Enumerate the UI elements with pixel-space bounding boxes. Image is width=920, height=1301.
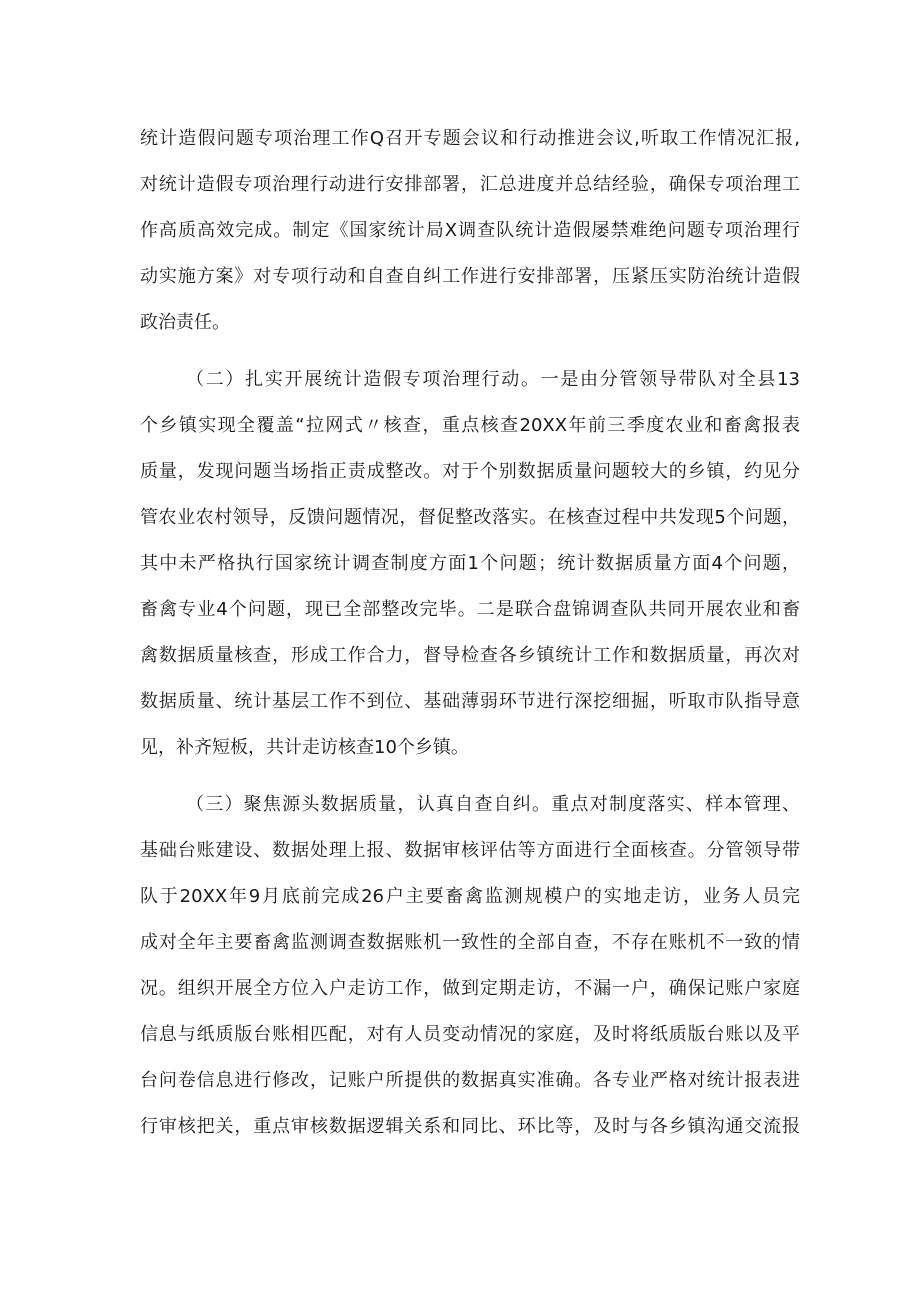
text-line: 基础台账建设、数据处理上报、数据审核评估等方面进行全面核查。分管领导带 [140, 840, 800, 861]
text-line: 作高质高效完成。制定《国家统计局X调查队统计造假屡禁难绝问题专项治理行 [140, 220, 800, 241]
text-line: 数据质量、统计基层工作不到位、基础薄弱环节进行深挖细掘，听取市队指导意 [140, 691, 800, 712]
text-line: 成对全年主要畜禽监测调查数据账机一致性的全部自查，不存在账机不一致的情 [140, 932, 800, 953]
text-line: 禽数据质量核查，形成工作合力，督导检查各乡镇统计工作和数据质量，再次对 [140, 645, 800, 666]
text-line: 队于20XX年9月底前完成26户主要畜禽监测规模户的实地走访，业务人员完 [140, 886, 800, 907]
text-line: 畜禽专业4个问题，现已全部整改完毕。二是联合盘锦调查队共同开展农业和畜 [140, 599, 800, 620]
text-line: 管农业农村领导，反馈问题情况，督促整改落实。在核查过程中共发现5个问题， [140, 507, 800, 528]
text-line: （二）扎实开展统计造假专项治理行动。一是由分管领导带队对全县13 [186, 369, 800, 390]
text-line: 见，补齐短板，共计走访核查10个乡镇。 [140, 737, 469, 758]
text-line: 台问卷信息进行修改，记账户所提供的数据真实准确。各专业严格对统计报表进 [140, 1070, 800, 1091]
text-line: 况。组织开展全方位入户走访工作，做到定期走访，不漏一户，确保记账户家庭 [140, 978, 800, 999]
text-line: （三）聚焦源头数据质量，认真自查自纠。重点对制度落实、样本管理、 [186, 794, 800, 815]
text-line: 个乡镇实现全覆盖“拉网式〃核查，重点核查20XX年前三季度农业和畜禽报表 [140, 415, 800, 436]
text-line: 信息与纸质版台账相匹配，对有人员变动情况的家庭，及时将纸质版台账以及平 [140, 1024, 800, 1045]
text-line: 对统计造假专项治理行动进行安排部署，汇总进度并总结经验，确保专项治理工 [140, 174, 800, 195]
text-line: 统计造假问题专项治理工作Q召开专题会议和行动推进会议,听取工作情况汇报, [140, 128, 800, 149]
text-line: 动实施方案》对专项行动和自查自纠工作进行安排部署，压紧压实防治统计造假 [140, 266, 800, 287]
text-line: 政治责任。 [140, 312, 230, 333]
text-line: 行审核把关，重点审核数据逻辑关系和同比、环比等，及时与各乡镇沟通交流报 [140, 1116, 800, 1137]
text-line: 其中未严格执行国家统计调查制度方面1个问题；统计数据质量方面4个问题， [140, 553, 800, 574]
text-line: 质量，发现问题当场指正责成整改。对于个别数据质量问题较大的乡镇，约见分 [140, 461, 800, 482]
